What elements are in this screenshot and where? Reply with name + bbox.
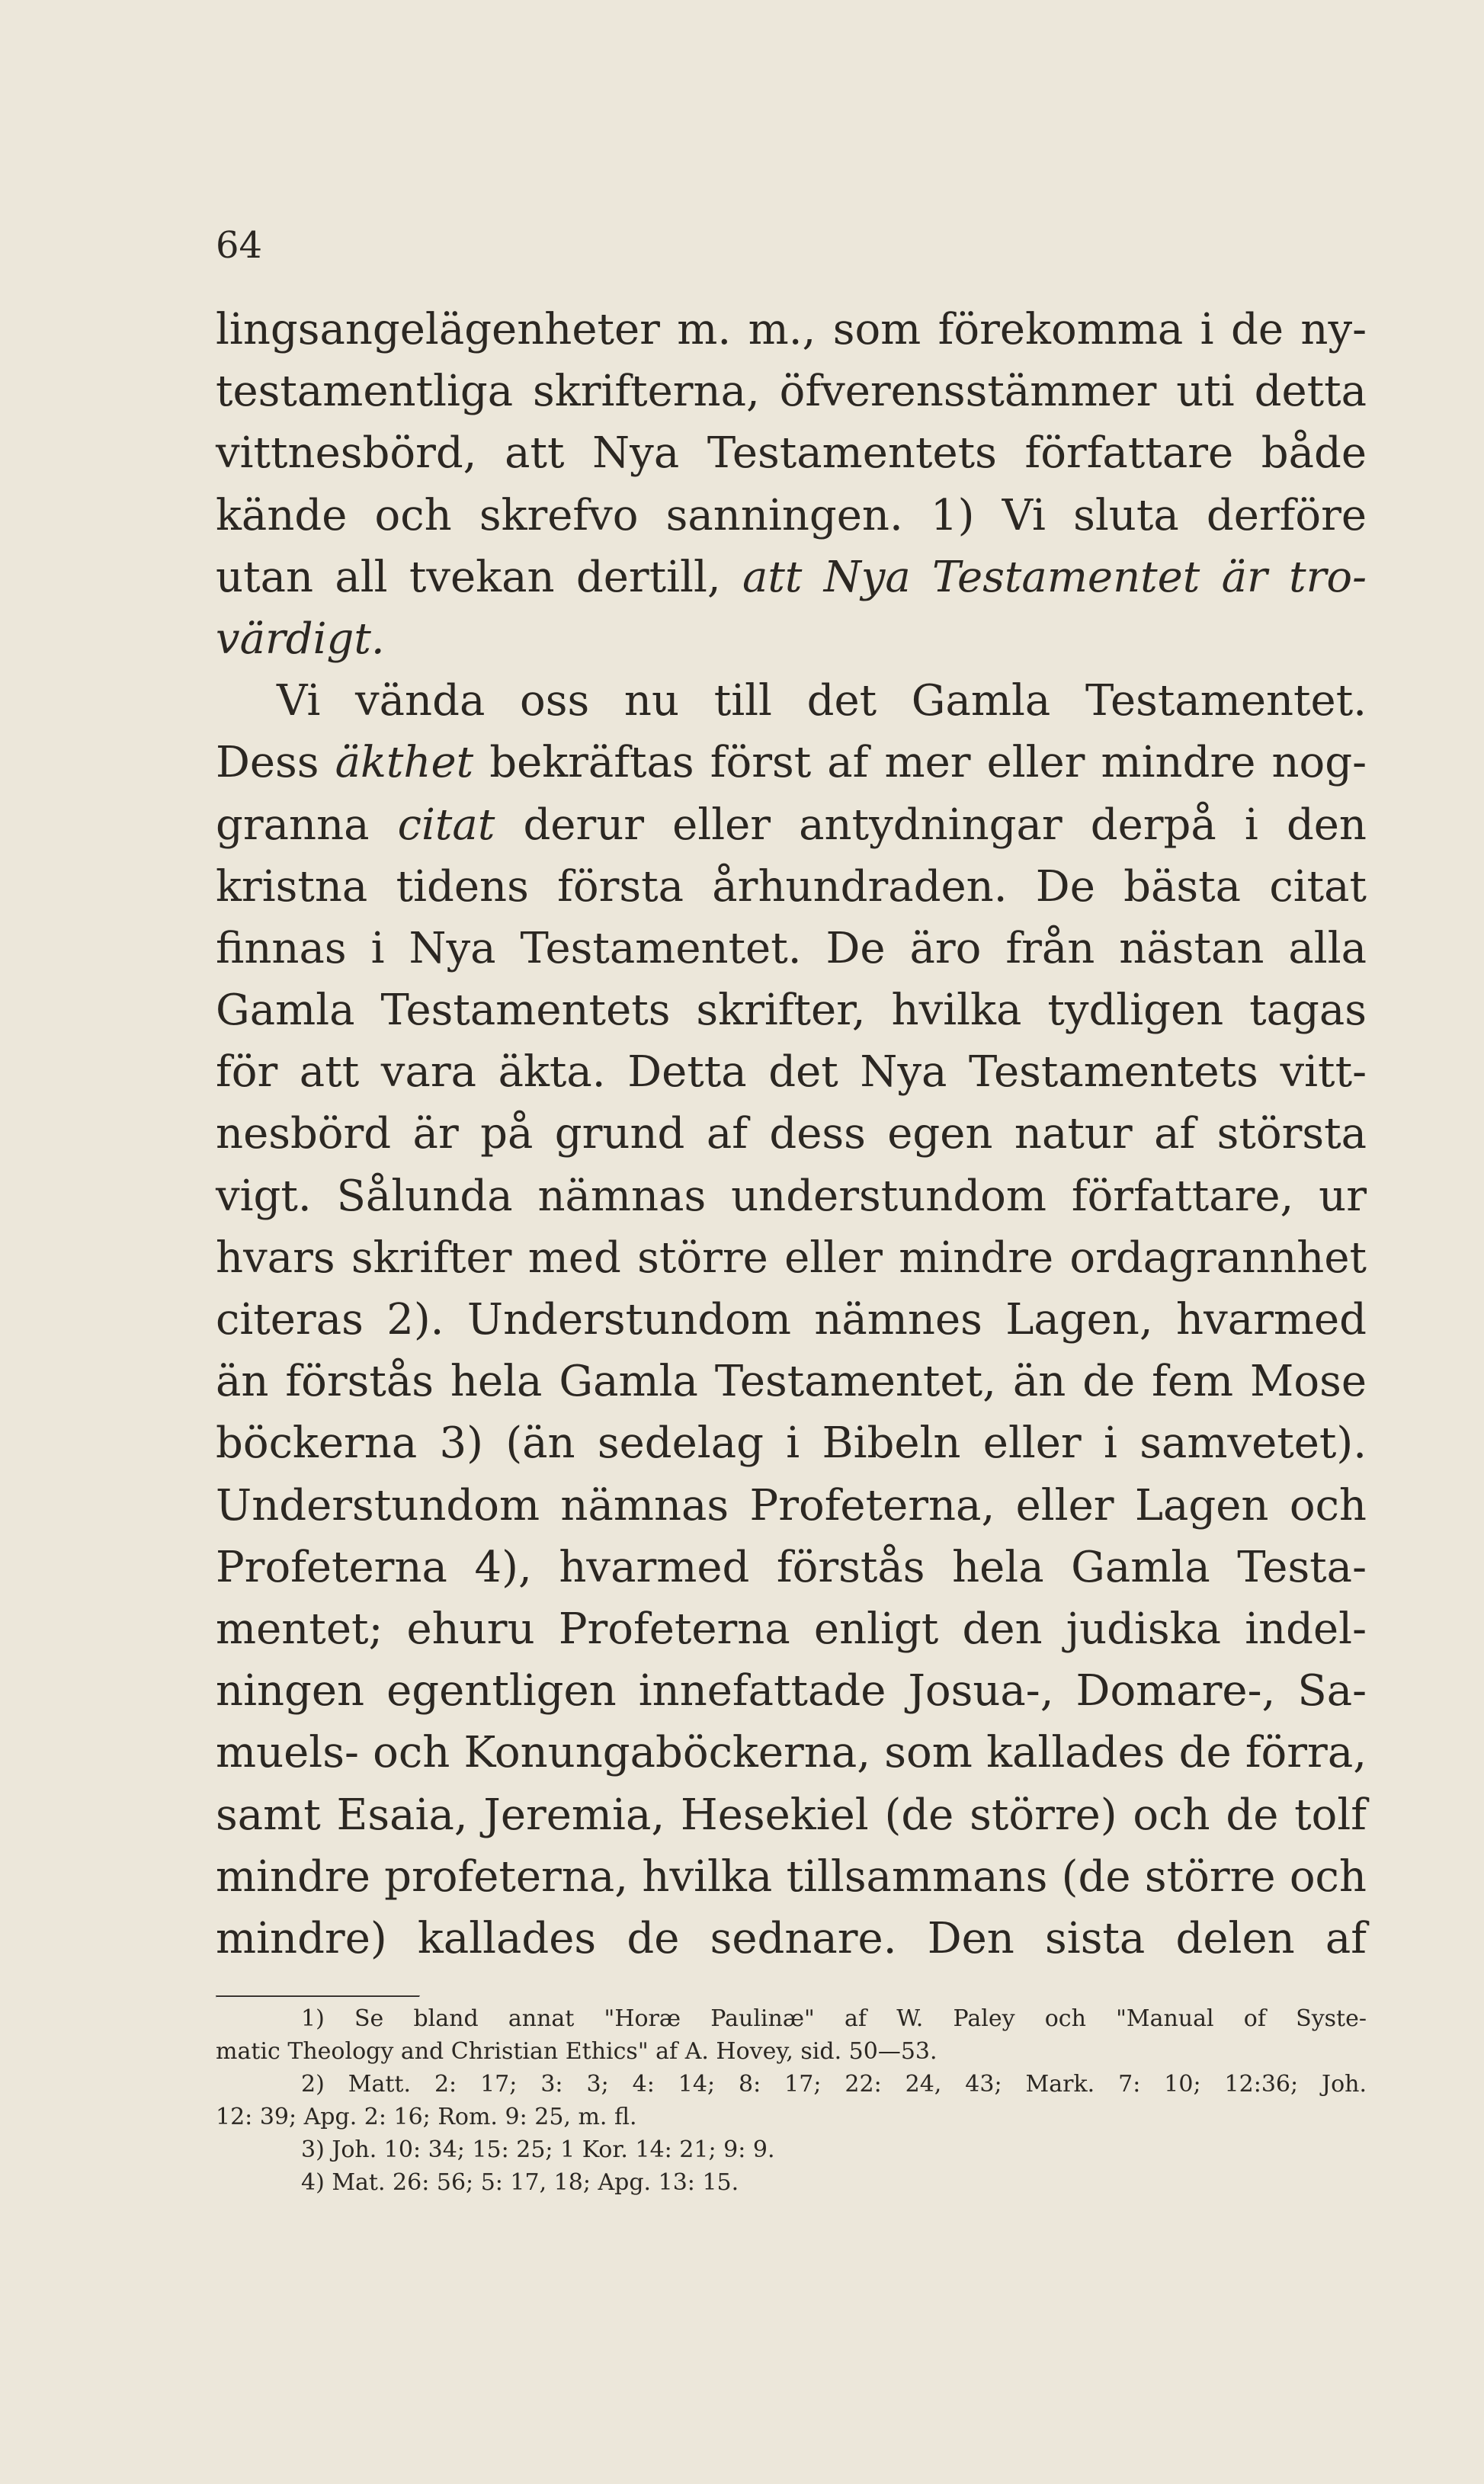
line-text: utan all tvekan dertill, bbox=[216, 552, 742, 602]
text-line: ningen egentligen innefattade Josua-, Domare-, Sa- bbox=[216, 1666, 1367, 1716]
text-line: nesbörd är på grund af dess egen natur af största bbox=[216, 1109, 1367, 1159]
line-text: Dess bbox=[216, 738, 335, 788]
emphasis: att Nya Testamentet är tro- bbox=[742, 552, 1367, 602]
footnote-line: 1) Se bland annat "Horæ Paulinæ" af W. Paley och "Manual of Syste- bbox=[301, 2005, 1367, 2032]
text-line: kristna tidens första århundraden. De bästa citat bbox=[216, 861, 1367, 912]
text-line: Vi vända oss nu till det Gamla Testamentet. bbox=[277, 676, 1367, 726]
text-line bbox=[216, 732, 1367, 793]
line-text: granna bbox=[216, 800, 398, 850]
text-line: för att vara äkta. Detta det Nya Testamentets vitt- bbox=[216, 1047, 1367, 1098]
emphasis: äkthet bbox=[335, 738, 474, 788]
text-line: än förstås hela Gamla Testamentet, än de fem Mose bbox=[216, 1357, 1367, 1407]
text-line: finnas i Nya Testamentet. De äro från nästan alla bbox=[216, 923, 1367, 973]
emphasis: citat bbox=[397, 800, 495, 850]
body-text bbox=[216, 299, 1367, 1970]
text-line: mindre profeterna, hvilka tillsammans (de större och bbox=[216, 1851, 1367, 1902]
text-line: samt Esaia, Jeremia, Hesekiel (de större) och de tolf bbox=[216, 1790, 1367, 1840]
text-line: mentet; ehuru Profeterna enligt den judiska indel- bbox=[216, 1604, 1367, 1654]
footnote-line: 2) Matt. 2: 17; 3: 3; 4: 14; 8: 17; 22: 24, 43; Mark. 7: 10; 12:36; Joh. bbox=[301, 2071, 1367, 2098]
text-line: Understundom nämnas Profeterna, eller Lagen och bbox=[216, 1480, 1367, 1530]
page-number: 64 bbox=[216, 224, 263, 267]
emphasis: värdigt. bbox=[216, 614, 385, 664]
text-line: vigt. Sålunda nämnas understundom författare, ur bbox=[216, 1171, 1367, 1221]
text-line bbox=[216, 608, 1367, 670]
text-line: lingsangelägenheter m. m., som förekomma i de ny- bbox=[216, 305, 1367, 354]
footnote-line: 3) Joh. 10: 34; 15: 25; 1 Kor. 14: 21; 9: 9. bbox=[301, 2136, 775, 2163]
text-line: muels- och Konungaböckerna, som kallades de förra, bbox=[216, 1728, 1367, 1778]
line-text: bekräftas först af mer eller mindre nog- bbox=[473, 738, 1367, 788]
text-line: Gamla Testamentets skrifter, hvilka tydligen tagas bbox=[216, 986, 1367, 1036]
footnote-divider bbox=[216, 1995, 420, 1998]
text-line: testamentliga skrifterna, öfverensstämmer uti detta bbox=[216, 367, 1367, 417]
text-line: kände och skrefvo sanningen. 1) Vi sluta derföre bbox=[216, 490, 1367, 540]
text-line: Profeterna 4), hvarmed förstås hela Gamla Testa- bbox=[216, 1542, 1367, 1592]
text-line: vittnesbörd, att Nya Testamentets författare både bbox=[216, 428, 1367, 479]
text-line bbox=[216, 794, 1367, 856]
text-line: hvars skrifter med större eller mindre ordagrannhet bbox=[216, 1232, 1367, 1283]
footnote-line: 4) Mat. 26: 56; 5: 17, 18; Apg. 13: 15. bbox=[301, 2169, 739, 2196]
text-line: böckerna 3) (än sedelag i Bibeln eller i samvetet). bbox=[216, 1418, 1367, 1469]
text-line: citeras 2). Understundom nämnes Lagen, hvarmed bbox=[216, 1295, 1367, 1345]
footnotes bbox=[216, 2002, 1367, 2199]
line-text: derur eller antydningar derpå i den bbox=[495, 800, 1367, 850]
footnote-line: 12: 39; Apg. 2: 16; Rom. 9: 25, m. fl. bbox=[216, 2104, 637, 2130]
text-line: mindre) kallades de sednare. Den sista delen af bbox=[216, 1913, 1367, 1963]
footnote-line: matic Theology and Christian Ethics" af A. Hovey, sid. 50—53. bbox=[216, 2038, 938, 2065]
text-line bbox=[216, 546, 1367, 608]
